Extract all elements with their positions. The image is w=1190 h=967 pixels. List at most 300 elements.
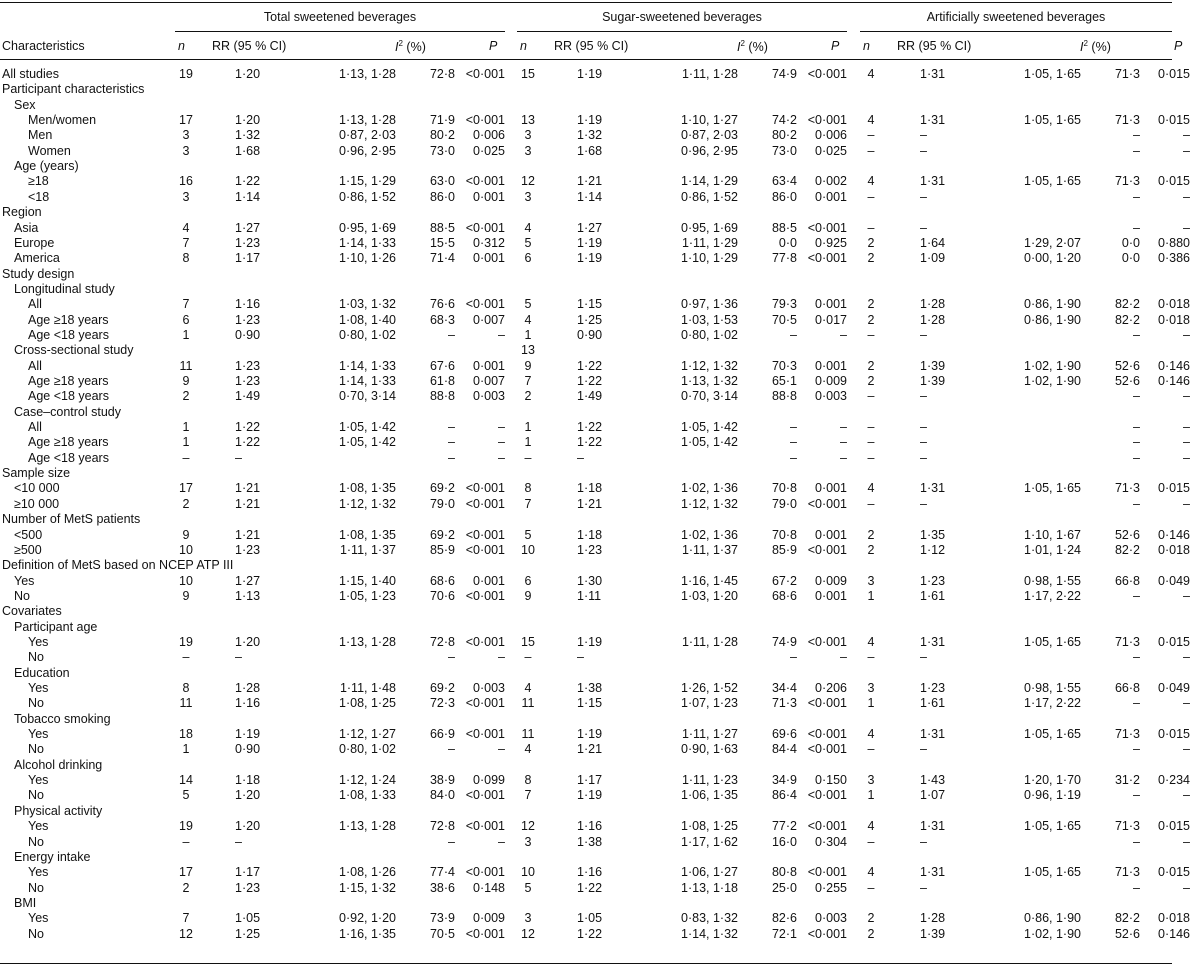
cell-rr: 1·18	[577, 527, 603, 542]
cell-rr: –	[920, 327, 927, 342]
cell-n: 5	[524, 235, 532, 250]
cell-rr: 1·21	[577, 742, 603, 757]
row-label: Yes	[28, 911, 49, 926]
cell-n: 19	[179, 67, 193, 81]
cell-i2: 74·9	[771, 67, 797, 81]
cell-rr: 1·61	[920, 696, 946, 711]
cell-n: 10	[179, 542, 193, 557]
column-header-i2: $I^2$ (%)	[1080, 39, 1111, 55]
header-rule	[0, 59, 1172, 60]
cell-rr: 1·30	[577, 573, 603, 588]
cell-n: 1	[182, 327, 190, 342]
cell-p: 0·206	[815, 681, 847, 695]
cell-rr: 1·07	[920, 788, 946, 803]
row-label: Women	[28, 143, 71, 158]
cell-ci: 0·83, 1·32	[681, 911, 738, 926]
row-label: Age <18 years	[28, 450, 109, 465]
cell-i2: 74·2	[771, 113, 797, 128]
cell-rr: 1·19	[235, 727, 261, 742]
column-header-n: n	[178, 39, 185, 53]
cell-rr: 1·61	[920, 588, 946, 603]
cell-rr: 1·13	[235, 588, 261, 603]
cell-i2: –	[448, 435, 455, 450]
cell-ci: 1·02, 1·90	[1024, 358, 1081, 373]
cell-n: 1	[524, 420, 532, 435]
cell-p: 0·025	[473, 143, 505, 158]
cell-n: 4	[524, 220, 532, 235]
row-label: No	[28, 788, 44, 803]
cell-ci: 1·11, 1·27	[681, 727, 738, 742]
row-label: Alcohol drinking	[14, 757, 103, 772]
cell-ci: 1·10, 1·26	[339, 251, 396, 266]
cell-i2: 85·9	[429, 542, 455, 557]
cell-i2: –	[1133, 220, 1140, 235]
cell-rr: –	[920, 742, 927, 757]
cell-ci: 1·03, 1·32	[339, 297, 396, 312]
cell-ci: 1·05, 1·65	[1024, 67, 1081, 81]
cell-n: 9	[182, 374, 190, 388]
cell-i2: 34·4	[771, 681, 797, 695]
cell-p: <0·001	[465, 696, 505, 711]
cell-ci: 1·11, 1·23	[681, 773, 738, 788]
cell-p: 0·001	[473, 358, 505, 373]
cell-i2: 52·6	[1114, 358, 1140, 373]
cell-rr: 1·18	[235, 773, 261, 788]
row-label: All studies	[2, 67, 59, 81]
cell-ci: 1·12, 1·32	[681, 496, 738, 511]
cell-n: 8	[524, 481, 532, 496]
cell-p: <0·001	[807, 696, 847, 711]
cell-i2: 84·0	[429, 788, 455, 803]
cell-p: 0·007	[473, 312, 505, 327]
row-label: All	[28, 358, 42, 373]
cell-p: 0·009	[815, 573, 847, 588]
cell-p: –	[840, 420, 847, 435]
cell-rr: 1·23	[235, 312, 261, 327]
cell-p: 0·009	[473, 911, 505, 926]
cell-i2: –	[790, 435, 797, 450]
cell-n: 7	[524, 788, 532, 803]
cell-p: 0·002	[815, 174, 847, 189]
cell-ci: 0·87, 2·03	[681, 128, 738, 143]
cell-ci: 1·02, 1·36	[681, 481, 738, 496]
row-label: Sex	[14, 97, 36, 112]
cell-rr: 1·22	[235, 435, 261, 450]
cell-ci: 1·05, 1·42	[339, 435, 396, 450]
cell-ci: 0·92, 1·20	[339, 911, 396, 926]
cell-p: 0·049	[1158, 573, 1190, 588]
cell-n: 4	[867, 67, 875, 81]
cell-rr: 1·27	[577, 220, 603, 235]
cell-i2: –	[448, 650, 455, 665]
cell-ci: 1·02, 1·36	[681, 527, 738, 542]
cell-n: 11	[179, 358, 193, 373]
cell-n: 2	[182, 880, 190, 895]
cell-p: 0·099	[473, 773, 505, 788]
cell-i2: 61·8	[429, 374, 455, 388]
cell-rr: –	[920, 420, 927, 435]
cell-n: 9	[524, 588, 532, 603]
cell-n: 2	[867, 374, 875, 388]
cell-i2: 70·5	[771, 312, 797, 327]
cell-n: 10	[521, 542, 535, 557]
cell-i2: 74·9	[771, 634, 797, 649]
cell-i2: 38·9	[429, 773, 455, 788]
cell-n: 11	[179, 696, 193, 711]
cell-n: –	[867, 389, 875, 404]
cell-ci: 1·08, 1·25	[681, 819, 738, 834]
cell-n: 4	[867, 481, 875, 496]
cell-rr: 1·39	[920, 926, 946, 941]
group-header-artificial: Artificially sweetened beverages	[926, 10, 1106, 24]
cell-n: 19	[179, 634, 193, 649]
cell-p: <0·001	[807, 788, 847, 803]
cell-n: 3	[867, 681, 875, 695]
cell-p: –	[1183, 143, 1190, 158]
cell-ci: 1·05, 1·23	[339, 588, 396, 603]
cell-ci: 1·17, 2·22	[1024, 696, 1081, 711]
cell-n: –	[867, 420, 875, 435]
cell-n: 13	[521, 343, 535, 358]
cell-i2: –	[1133, 143, 1140, 158]
row-label: <10 000	[14, 481, 60, 496]
cell-i2: 86·0	[429, 189, 455, 204]
cell-ci: 0·98, 1·55	[1024, 681, 1081, 695]
cell-n: 12	[521, 819, 535, 834]
cell-p: 0·003	[473, 389, 505, 404]
cell-n: 7	[524, 496, 532, 511]
cell-ci: 0·80, 1·02	[339, 742, 396, 757]
cell-n: 5	[182, 788, 190, 803]
cell-n: –	[867, 327, 875, 342]
cell-i2: 69·2	[429, 481, 455, 496]
cell-ci: 0·96, 1·19	[1024, 788, 1081, 803]
cell-p: <0·001	[465, 481, 505, 496]
cell-rr: 1·19	[577, 634, 603, 649]
cell-ci: 1·14, 1·33	[339, 235, 396, 250]
cell-rr: 1·14	[235, 189, 261, 204]
cell-i2: 25·0	[771, 880, 797, 895]
cell-i2: –	[448, 327, 455, 342]
cell-rr: 1·20	[235, 67, 261, 81]
cell-rr: 1·11	[577, 588, 602, 603]
cell-i2: –	[1133, 189, 1140, 204]
row-label: BMI	[14, 895, 37, 910]
cell-p: <0·001	[465, 865, 505, 880]
cell-n: 9	[182, 527, 190, 542]
cell-p: 0·018	[1158, 312, 1190, 327]
cell-i2: 69·2	[429, 681, 455, 695]
row-label: Participant characteristics	[2, 82, 145, 97]
cell-n: 8	[182, 251, 190, 266]
cell-ci: 1·08, 1·35	[339, 481, 396, 496]
cell-p: –	[1183, 834, 1190, 849]
cell-ci: 1·02, 1·90	[1024, 926, 1081, 941]
cell-p: 0·001	[815, 588, 847, 603]
cell-i2: 0·0	[1121, 235, 1140, 250]
cell-ci: 1·26, 1·52	[681, 681, 738, 695]
cell-rr: 1·64	[920, 235, 946, 250]
cell-rr: 1·15	[577, 297, 603, 312]
cell-ci: 1·03, 1·20	[681, 588, 738, 603]
cell-rr: 1·17	[577, 773, 603, 788]
cell-i2: 71·3	[1114, 67, 1140, 81]
cell-rr: –	[920, 435, 927, 450]
cell-p: <0·001	[465, 67, 505, 81]
row-label: Study design	[2, 266, 75, 281]
cell-i2: 66·9	[429, 727, 455, 742]
cell-ci: 1·05, 1·42	[339, 420, 396, 435]
cell-n: 11	[521, 696, 535, 711]
cell-p: <0·001	[807, 113, 847, 128]
cell-ci: 0·86, 1·52	[681, 189, 738, 204]
cell-i2: –	[1133, 496, 1140, 511]
cell-n: 4	[867, 819, 875, 834]
cell-n: 5	[524, 297, 532, 312]
cell-i2: 82·2	[1114, 542, 1140, 557]
row-label: All	[28, 420, 42, 435]
cell-n: 18	[179, 727, 193, 742]
row-label: Education	[14, 665, 70, 680]
row-label: ≥18	[28, 174, 49, 189]
cell-n: –	[182, 450, 190, 465]
cell-p: –	[1183, 420, 1190, 435]
row-label: Region	[2, 205, 42, 220]
cell-p: 0·015	[1158, 113, 1190, 128]
cell-p: –	[840, 327, 847, 342]
cell-rr: 1·19	[577, 251, 603, 266]
cell-n: 1	[867, 696, 875, 711]
cell-i2: 71·3	[1114, 481, 1140, 496]
cell-rr: 1·15	[577, 696, 603, 711]
cell-p: <0·001	[465, 113, 505, 128]
row-label: No	[28, 880, 44, 895]
cell-rr: 0·90	[577, 327, 603, 342]
cell-p: –	[1183, 588, 1190, 603]
row-label: Cross-sectional study	[14, 343, 134, 358]
cell-rr: 1·38	[577, 681, 603, 695]
cell-p: –	[1183, 389, 1190, 404]
cell-n: –	[867, 742, 875, 757]
cell-rr: 1·21	[235, 496, 261, 511]
cell-n: 17	[179, 113, 193, 128]
cell-ci: 1·13, 1·28	[339, 819, 396, 834]
cell-n: 10	[179, 573, 193, 588]
cell-i2: 31·2	[1114, 773, 1140, 788]
cell-ci: 0·95, 1·69	[339, 220, 396, 235]
bottom-rule	[0, 963, 1172, 964]
cell-rr: 1·31	[920, 634, 946, 649]
cell-ci: 1·05, 1·65	[1024, 113, 1081, 128]
cell-rr: 1·68	[235, 143, 261, 158]
group-rule-artificial	[860, 31, 1172, 32]
cell-n: 3	[867, 573, 875, 588]
cell-ci: 1·14, 1·33	[339, 358, 396, 373]
cell-p: 0·015	[1158, 819, 1190, 834]
cell-rr: 1·22	[577, 358, 603, 373]
cell-n: 17	[179, 865, 193, 880]
cell-i2: 82·2	[1114, 297, 1140, 312]
cell-n: 16	[179, 174, 193, 189]
row-label: Age (years)	[14, 159, 79, 174]
cell-p: <0·001	[807, 742, 847, 757]
cell-rr: 1·23	[920, 681, 946, 695]
cell-ci: 1·07, 1·23	[681, 696, 738, 711]
cell-n: 2	[867, 297, 875, 312]
cell-n: –	[524, 650, 532, 665]
cell-ci: 1·17, 1·62	[681, 834, 738, 849]
cell-p: <0·001	[807, 542, 847, 557]
cell-rr: 1·22	[577, 926, 603, 941]
cell-rr: 1·31	[920, 113, 946, 128]
cell-rr: 1·22	[577, 374, 603, 388]
cell-p: 0·009	[815, 374, 847, 388]
cell-p: 0·001	[815, 297, 847, 312]
cell-rr: 1·23	[577, 542, 603, 557]
cell-i2: 88·5	[429, 220, 455, 235]
cell-ci: 1·15, 1·29	[339, 174, 396, 189]
cell-rr: 1·22	[235, 174, 261, 189]
cell-p: 0·925	[815, 235, 847, 250]
cell-rr: –	[235, 834, 242, 849]
row-label: <500	[14, 527, 43, 542]
cell-n: 4	[524, 742, 532, 757]
cell-rr: 1·28	[920, 312, 946, 327]
row-label: ≥500	[14, 542, 42, 557]
cell-i2: 34·9	[771, 773, 797, 788]
cell-n: 2	[867, 926, 875, 941]
cell-rr: 1·31	[920, 819, 946, 834]
cell-n: 19	[179, 819, 193, 834]
row-label: No	[28, 834, 44, 849]
cell-rr: 1·18	[577, 481, 603, 496]
cell-p: <0·001	[807, 727, 847, 742]
cell-n: 4	[867, 865, 875, 880]
top-rule	[0, 2, 1172, 3]
cell-rr: 1·14	[577, 189, 603, 204]
cell-ci: 1·05, 1·65	[1024, 865, 1081, 880]
cell-i2: 65·1	[771, 374, 797, 388]
cell-i2: 80·8	[771, 865, 797, 880]
cell-p: <0·001	[465, 926, 505, 941]
row-label: All	[28, 297, 42, 312]
cell-i2: 88·5	[771, 220, 797, 235]
cell-rr: 1·09	[920, 251, 946, 266]
cell-rr: 1·16	[235, 696, 261, 711]
cell-n: 14	[179, 773, 193, 788]
cell-p: 0·001	[815, 527, 847, 542]
cell-rr: 1·20	[235, 113, 261, 128]
cell-n: –	[867, 189, 875, 204]
cell-n: 13	[521, 113, 535, 128]
cell-ci: 1·05, 1·65	[1024, 174, 1081, 189]
cell-i2: 66·8	[1114, 681, 1140, 695]
cell-i2: –	[1133, 327, 1140, 342]
row-label: Participant age	[14, 619, 98, 634]
cell-p: 0·018	[1158, 911, 1190, 926]
cell-i2: 73·9	[429, 911, 455, 926]
cell-n: –	[867, 834, 875, 849]
cell-i2: 70·5	[429, 926, 455, 941]
column-header-n: n	[520, 39, 527, 53]
cell-ci: 1·05, 1·65	[1024, 481, 1081, 496]
cell-i2: 82·2	[1114, 911, 1140, 926]
cell-n: 7	[182, 297, 190, 312]
cell-p: –	[1183, 696, 1190, 711]
cell-p: <0·001	[465, 297, 505, 312]
cell-n: 2	[867, 542, 875, 557]
cell-n: 3	[524, 143, 532, 158]
cell-p: –	[1183, 880, 1190, 895]
cell-i2: –	[448, 742, 455, 757]
row-label: Case–control study	[14, 404, 122, 419]
cell-ci: 1·11, 1·48	[339, 681, 396, 695]
cell-p: 0·007	[473, 374, 505, 388]
cell-i2: 77·2	[771, 819, 797, 834]
column-header-n: n	[863, 39, 870, 53]
cell-rr: 1·23	[235, 542, 261, 557]
cell-i2: 71·3	[1114, 819, 1140, 834]
cell-rr: 1·25	[577, 312, 603, 327]
cell-ci: 1·16, 1·35	[339, 926, 396, 941]
row-label: Covariates	[2, 604, 62, 619]
cell-rr: 1·31	[920, 174, 946, 189]
cell-rr: 1·22	[235, 420, 261, 435]
cell-rr: 1·31	[920, 865, 946, 880]
cell-p: 0·015	[1158, 67, 1190, 81]
cell-rr: 1·16	[577, 865, 603, 880]
cell-n: 4	[524, 681, 532, 695]
cell-i2: 68·6	[429, 573, 455, 588]
cell-p: 0·148	[473, 880, 505, 895]
cell-n: 2	[182, 496, 190, 511]
cell-rr: 1·38	[577, 834, 603, 849]
cell-i2: –	[1133, 435, 1140, 450]
cell-rr: 1·39	[920, 374, 946, 388]
cell-rr: 1·21	[235, 527, 261, 542]
cell-ci: 1·05, 1·42	[681, 435, 738, 450]
cell-p: 0·003	[473, 681, 505, 695]
cell-rr: 1·23	[920, 573, 946, 588]
cell-i2: 80·2	[771, 128, 797, 143]
cell-n: 9	[524, 358, 532, 373]
group-header-sugar: Sugar-sweetened beverages	[602, 10, 762, 24]
cell-p: <0·001	[465, 788, 505, 803]
cell-ci: 1·11, 1·28	[681, 67, 738, 81]
cell-p: 0·025	[815, 143, 847, 158]
cell-ci: 1·29, 2·07	[1024, 235, 1081, 250]
cell-p: <0·001	[465, 174, 505, 189]
cell-n: 17	[179, 481, 193, 496]
cell-i2: –	[448, 420, 455, 435]
cell-rr: –	[920, 389, 927, 404]
cell-i2: 70·6	[429, 588, 455, 603]
cell-rr: 1·32	[235, 128, 261, 143]
cell-ci: 1·10, 1·67	[1024, 527, 1081, 542]
cell-p: –	[1183, 496, 1190, 511]
cell-n: 1	[867, 788, 875, 803]
cell-p: 0·015	[1158, 634, 1190, 649]
cell-ci: 1·08, 1·40	[339, 312, 396, 327]
cell-i2: 76·6	[429, 297, 455, 312]
cell-rr: 1·25	[235, 926, 261, 941]
cell-p: 0·001	[473, 189, 505, 204]
cell-p: 0·146	[1158, 374, 1190, 388]
cell-i2: 71·3	[771, 696, 797, 711]
row-label: Physical activity	[14, 803, 103, 818]
cell-ci: 1·05, 1·65	[1024, 819, 1081, 834]
cell-p: –	[1183, 189, 1190, 204]
